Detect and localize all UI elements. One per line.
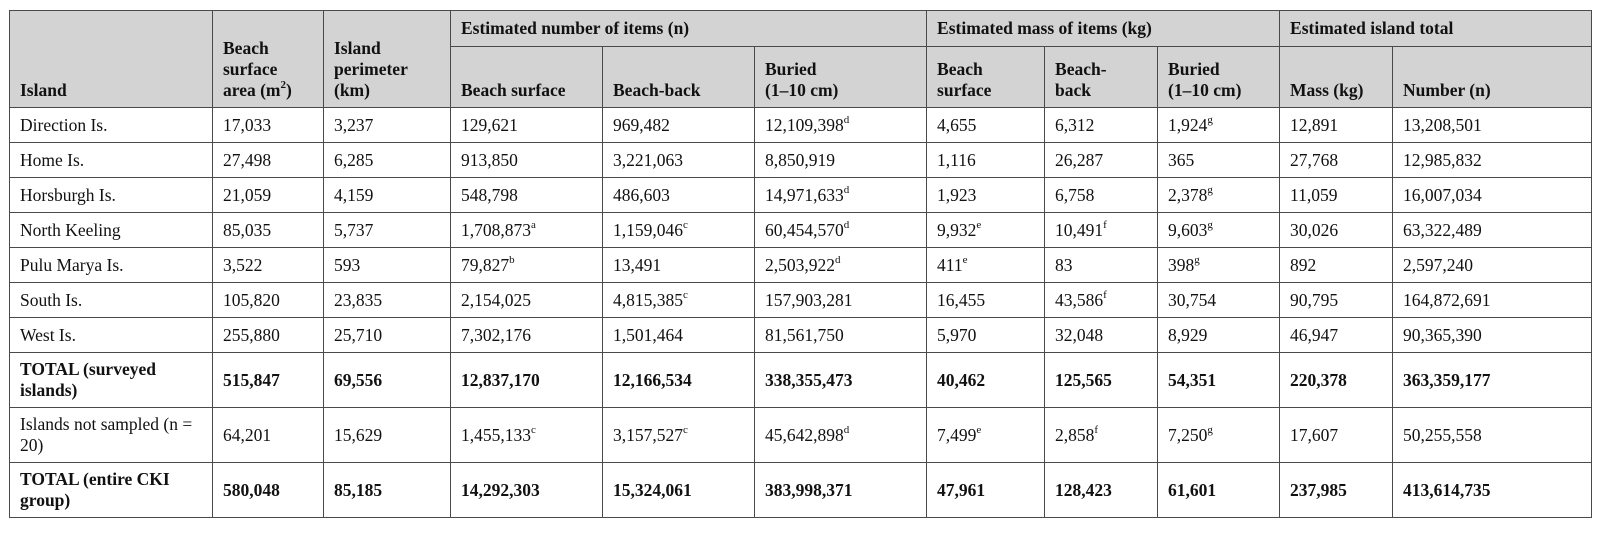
cell-perimeter xyxy=(324,178,451,213)
cell-mass-back xyxy=(1045,283,1158,318)
cell-number-buried-value: 81,561,750 xyxy=(765,324,844,345)
cell-island xyxy=(10,213,213,248)
table-row xyxy=(10,108,1592,143)
footnote-marker: d xyxy=(843,423,850,436)
header-beach-area: Beach surface area $(m^2)$ xyxy=(213,11,324,108)
cell-mass-back-value: 125,565 xyxy=(1055,369,1112,390)
cell-number-surface xyxy=(451,248,603,283)
cell-total-number xyxy=(1393,143,1592,178)
cell-mass-buried xyxy=(1158,108,1280,143)
cell-area-value: 64,201 xyxy=(223,424,272,445)
cell-number-buried xyxy=(755,318,927,353)
cell-mass-surface-value: 7,499 xyxy=(937,424,977,445)
header-perimeter: Island perimeter (km) xyxy=(324,11,451,108)
footnote-marker: d xyxy=(843,113,850,126)
cell-perimeter xyxy=(324,318,451,353)
header-total-mass: Mass (kg) xyxy=(1280,47,1393,108)
header-mass-back: Beach- back xyxy=(1045,47,1158,108)
cell-total-mass-value: 17,607 xyxy=(1290,424,1339,445)
cell-mass-back-value: 43,586 xyxy=(1055,289,1104,310)
header-total-number: Number (n) xyxy=(1393,47,1592,108)
cell-mass-surface xyxy=(927,248,1045,283)
cell-area-value: 3,522 xyxy=(223,254,263,275)
cell-mass-back xyxy=(1045,178,1158,213)
cell-perimeter-value: 5,737 xyxy=(334,219,374,240)
cell-perimeter-value: 3,237 xyxy=(334,114,374,135)
cell-mass-surface-value: 9,932 xyxy=(937,219,977,240)
cell-total-number xyxy=(1393,248,1592,283)
cell-number-surface xyxy=(451,213,603,248)
cell-island-value: Horsburgh Is. xyxy=(20,184,116,205)
cell-mass-surface xyxy=(927,353,1045,408)
cell-number-back-value: 13,491 xyxy=(613,254,662,275)
cell-mass-buried xyxy=(1158,213,1280,248)
cell-total-number-value: 12,985,832 xyxy=(1403,149,1482,170)
cell-total-mass-value: 27,768 xyxy=(1290,149,1339,170)
cell-mass-surface xyxy=(927,178,1045,213)
cell-total-number xyxy=(1393,213,1592,248)
cell-area xyxy=(213,463,324,518)
cell-total-number-value: 2,597,240 xyxy=(1403,254,1474,275)
cell-mass-surface xyxy=(927,213,1045,248)
cell-mass-buried xyxy=(1158,143,1280,178)
cell-island-value: West Is. xyxy=(20,324,76,345)
cell-island-value: Islands not sampled (n = 20) xyxy=(20,414,193,455)
table-row xyxy=(10,283,1592,318)
header-number-surface: Beach surface xyxy=(451,47,603,108)
cell-mass-surface xyxy=(927,283,1045,318)
cell-mass-buried-value: 1,924 xyxy=(1168,114,1208,135)
cell-perimeter xyxy=(324,283,451,318)
cell-mass-back xyxy=(1045,143,1158,178)
cell-area xyxy=(213,318,324,353)
cell-total-number xyxy=(1393,408,1592,463)
cell-number-surface xyxy=(451,463,603,518)
header-mass-buried: Buried (1–10 cm) xyxy=(1158,47,1280,108)
cell-perimeter xyxy=(324,408,451,463)
cell-number-back-value: 1,501,464 xyxy=(613,324,683,345)
cell-number-buried-value: 383,998,371 xyxy=(765,479,853,500)
cell-total-mass xyxy=(1280,283,1393,318)
cell-number-back-value: 486,603 xyxy=(613,184,670,205)
cell-island xyxy=(10,283,213,318)
cell-island-value: North Keeling xyxy=(20,219,121,240)
cell-number-back xyxy=(603,108,755,143)
table-row xyxy=(10,353,1592,408)
cell-perimeter-value: 593 xyxy=(334,254,361,275)
cell-total-mass xyxy=(1280,213,1393,248)
cell-total-mass xyxy=(1280,353,1393,408)
cell-mass-buried-value: 9,603 xyxy=(1168,219,1208,240)
table-container xyxy=(9,10,1591,518)
header-group-number: Estimated number of items (n) xyxy=(451,11,927,47)
cell-number-surface-value: 2,154,025 xyxy=(461,289,531,310)
cell-number-back-value: 15,324,061 xyxy=(613,479,692,500)
cell-total-mass-value: 892 xyxy=(1290,254,1317,275)
cell-number-surface-value: 548,798 xyxy=(461,184,518,205)
cell-mass-back-value: 83 xyxy=(1055,254,1073,275)
cell-mass-buried-value: 30,754 xyxy=(1168,289,1217,310)
cell-mass-surface-value: 16,455 xyxy=(937,289,986,310)
cell-mass-surface-value: 47,961 xyxy=(937,479,986,500)
cell-total-number-value: 90,365,390 xyxy=(1403,324,1482,345)
cell-number-surface xyxy=(451,318,603,353)
table-row xyxy=(10,408,1592,463)
cell-mass-surface xyxy=(927,318,1045,353)
cell-mass-buried-value: 54,351 xyxy=(1168,369,1217,390)
header-mass-surface: Beach surface xyxy=(927,47,1045,108)
cell-mass-back-value: 6,758 xyxy=(1055,184,1095,205)
cell-mass-buried-value: 61,601 xyxy=(1168,479,1217,500)
cell-mass-back-value: 32,048 xyxy=(1055,324,1104,345)
cell-number-buried xyxy=(755,143,927,178)
cell-number-surface xyxy=(451,408,603,463)
cell-area xyxy=(213,108,324,143)
cell-total-number xyxy=(1393,108,1592,143)
table-body xyxy=(10,108,1592,518)
cell-total-mass-value: 237,985 xyxy=(1290,479,1347,500)
cell-total-number xyxy=(1393,463,1592,518)
cell-perimeter-value: 69,556 xyxy=(334,369,383,390)
table-row xyxy=(10,318,1592,353)
footnote-marker: e xyxy=(962,253,968,266)
cell-number-buried-value: 14,971,633 xyxy=(765,184,844,205)
cell-mass-surface-value: 1,923 xyxy=(937,184,977,205)
cell-mass-back-value: 26,287 xyxy=(1055,149,1104,170)
cell-mass-buried-value: 365 xyxy=(1168,149,1195,170)
cell-number-buried xyxy=(755,248,927,283)
cell-number-back-value: 4,815,385 xyxy=(613,289,683,310)
cell-total-mass-value: 11,059 xyxy=(1290,184,1338,205)
footnote-marker: f xyxy=(1094,423,1099,436)
cell-number-back-value: 1,159,046 xyxy=(613,219,683,240)
cell-mass-surface-value: 411 xyxy=(937,254,963,275)
cell-total-number-value: 13,208,501 xyxy=(1403,114,1482,135)
cell-island xyxy=(10,318,213,353)
footnote-marker: g xyxy=(1207,183,1213,196)
cell-number-back-value: 3,221,063 xyxy=(613,149,683,170)
cell-number-buried xyxy=(755,463,927,518)
footnote-marker: f xyxy=(1103,288,1107,301)
cell-number-surface-value: 79,827 xyxy=(461,254,510,275)
cell-area xyxy=(213,353,324,408)
cell-total-number-value: 363,359,177 xyxy=(1403,369,1491,390)
cell-mass-buried xyxy=(1158,248,1280,283)
footnote-marker: a xyxy=(531,218,536,231)
cell-total-mass-value: 12,891 xyxy=(1290,114,1339,135)
cell-number-back xyxy=(603,463,755,518)
cell-mass-buried-value: 2,378 xyxy=(1168,184,1208,205)
footnote-marker: g xyxy=(1207,113,1213,126)
header-island: Island xyxy=(10,11,213,108)
cell-number-buried xyxy=(755,353,927,408)
footnote-marker: d xyxy=(843,183,850,196)
cell-mass-back xyxy=(1045,248,1158,283)
cell-island xyxy=(10,143,213,178)
cell-number-surface-value: 7,302,176 xyxy=(461,324,531,345)
cell-island-value: Direction Is. xyxy=(20,114,108,135)
cell-number-surface-value: 12,837,170 xyxy=(461,369,540,390)
cell-area-value: 27,498 xyxy=(223,149,272,170)
cell-perimeter xyxy=(324,248,451,283)
cell-number-surface xyxy=(451,353,603,408)
header-group-total: Estimated island total xyxy=(1280,11,1592,47)
table-row xyxy=(10,143,1592,178)
cell-number-surface xyxy=(451,178,603,213)
cell-mass-surface-value: 1,116 xyxy=(937,149,976,170)
footnote-marker: c xyxy=(683,218,688,231)
cell-island xyxy=(10,108,213,143)
cell-total-number xyxy=(1393,283,1592,318)
cell-number-buried xyxy=(755,108,927,143)
cell-mass-surface-value: 5,970 xyxy=(937,324,977,345)
footnote-marker: b xyxy=(509,253,515,266)
cell-number-surface-value: 1,708,873 xyxy=(461,219,531,240)
cell-area-value: 21,059 xyxy=(223,184,272,205)
cell-island xyxy=(10,353,213,408)
cell-perimeter xyxy=(324,353,451,408)
cell-number-buried-value: 12,109,398 xyxy=(765,114,844,135)
cell-perimeter xyxy=(324,213,451,248)
cell-island xyxy=(10,408,213,463)
cell-perimeter xyxy=(324,463,451,518)
cell-mass-back-value: 2,858 xyxy=(1055,424,1095,445)
cell-number-back xyxy=(603,318,755,353)
cell-island xyxy=(10,178,213,213)
cell-mass-back xyxy=(1045,353,1158,408)
cell-total-mass-value: 30,026 xyxy=(1290,219,1339,240)
header-number-back: Beach-back xyxy=(603,47,755,108)
cell-total-mass xyxy=(1280,248,1393,283)
cell-total-mass xyxy=(1280,108,1393,143)
cell-mass-surface xyxy=(927,108,1045,143)
cell-number-back xyxy=(603,283,755,318)
cell-island xyxy=(10,463,213,518)
cell-total-number-value: 413,614,735 xyxy=(1403,479,1491,500)
cell-mass-buried xyxy=(1158,283,1280,318)
cell-number-back-value: 3,157,527 xyxy=(613,424,683,445)
cell-island-value: TOTAL (surveyed islands) xyxy=(20,359,156,400)
cell-total-mass xyxy=(1280,143,1393,178)
cell-area xyxy=(213,213,324,248)
table-row xyxy=(10,213,1592,248)
footnote-marker: e xyxy=(976,218,982,231)
cell-mass-back-value: 10,491 xyxy=(1055,219,1104,240)
cell-perimeter xyxy=(324,143,451,178)
header-group-mass: Estimated mass of items (kg) xyxy=(927,11,1280,47)
cell-number-back xyxy=(603,143,755,178)
footnote-marker: d xyxy=(843,218,850,231)
cell-total-number-value: 50,255,558 xyxy=(1403,424,1482,445)
cell-perimeter-value: 25,710 xyxy=(334,324,383,345)
table-row xyxy=(10,463,1592,518)
cell-mass-buried-value: 398 xyxy=(1168,254,1195,275)
cell-island-value: Pulu Marya Is. xyxy=(20,254,124,275)
footnote-marker: g xyxy=(1194,253,1200,266)
table-header xyxy=(10,11,1592,108)
cell-number-surface xyxy=(451,143,603,178)
cell-number-buried xyxy=(755,178,927,213)
table-row xyxy=(10,248,1592,283)
cell-total-mass xyxy=(1280,318,1393,353)
cell-mass-buried xyxy=(1158,408,1280,463)
cell-mass-surface-value: 40,462 xyxy=(937,369,986,390)
cell-perimeter-value: 6,285 xyxy=(334,149,374,170)
cell-number-back xyxy=(603,353,755,408)
marine-debris-table xyxy=(9,10,1592,518)
cell-number-buried xyxy=(755,213,927,248)
cell-total-mass-value: 220,378 xyxy=(1290,369,1347,390)
cell-total-number-value: 16,007,034 xyxy=(1403,184,1482,205)
cell-number-surface-value: 14,292,303 xyxy=(461,479,540,500)
cell-mass-back xyxy=(1045,318,1158,353)
cell-mass-buried xyxy=(1158,353,1280,408)
cell-number-surface xyxy=(451,283,603,318)
cell-area xyxy=(213,283,324,318)
cell-area xyxy=(213,408,324,463)
cell-number-buried-value: 60,454,570 xyxy=(765,219,844,240)
cell-mass-buried xyxy=(1158,178,1280,213)
cell-area-value: 580,048 xyxy=(223,479,280,500)
cell-total-mass xyxy=(1280,408,1393,463)
cell-number-buried-value: 2,503,922 xyxy=(765,254,835,275)
cell-mass-surface xyxy=(927,463,1045,518)
cell-total-mass-value: 90,795 xyxy=(1290,289,1339,310)
footnote-marker: c xyxy=(683,423,688,436)
cell-number-surface xyxy=(451,108,603,143)
cell-total-mass xyxy=(1280,178,1393,213)
cell-number-surface-value: 1,455,133 xyxy=(461,424,531,445)
cell-mass-buried xyxy=(1158,463,1280,518)
header-number-buried: Buried (1–10 cm) xyxy=(755,47,927,108)
cell-number-buried-value: 338,355,473 xyxy=(765,369,853,390)
cell-area-value: 255,880 xyxy=(223,324,280,345)
cell-number-back xyxy=(603,213,755,248)
cell-perimeter-value: 23,835 xyxy=(334,289,383,310)
cell-perimeter xyxy=(324,108,451,143)
cell-island xyxy=(10,248,213,283)
cell-total-mass-value: 46,947 xyxy=(1290,324,1339,345)
cell-perimeter-value: 4,159 xyxy=(334,184,374,205)
cell-mass-back xyxy=(1045,213,1158,248)
footnote-marker: f xyxy=(1103,218,1107,231)
cell-island-value: TOTAL (entire CKI group) xyxy=(20,469,170,510)
cell-island-value: Home Is. xyxy=(20,149,85,170)
cell-island-value: South Is. xyxy=(20,289,83,310)
cell-mass-buried-value: 8,929 xyxy=(1168,324,1208,345)
cell-mass-buried xyxy=(1158,318,1280,353)
cell-total-number xyxy=(1393,178,1592,213)
cell-area-value: 105,820 xyxy=(223,289,280,310)
cell-number-buried-value: 157,903,281 xyxy=(765,289,853,310)
cell-number-buried-value: 45,642,898 xyxy=(765,424,844,445)
footnote-marker: c xyxy=(683,288,688,301)
cell-perimeter-value: 85,185 xyxy=(334,479,383,500)
cell-number-back-value: 969,482 xyxy=(613,114,670,135)
cell-mass-back xyxy=(1045,108,1158,143)
cell-total-number xyxy=(1393,353,1592,408)
cell-total-mass xyxy=(1280,463,1393,518)
table-row xyxy=(10,178,1592,213)
cell-mass-back-value: 6,312 xyxy=(1055,114,1095,135)
cell-area-value: 17,033 xyxy=(223,114,272,135)
cell-mass-back xyxy=(1045,463,1158,518)
cell-mass-surface xyxy=(927,408,1045,463)
cell-mass-surface xyxy=(927,143,1045,178)
cell-area xyxy=(213,248,324,283)
cell-area xyxy=(213,143,324,178)
cell-area-value: 515,847 xyxy=(223,369,280,390)
cell-number-back-value: 12,166,534 xyxy=(613,369,692,390)
cell-number-buried xyxy=(755,283,927,318)
cell-number-back xyxy=(603,408,755,463)
cell-total-number-value: 63,322,489 xyxy=(1403,219,1482,240)
cell-number-buried xyxy=(755,408,927,463)
footnote-marker: d xyxy=(835,253,841,266)
cell-number-back xyxy=(603,248,755,283)
footnote-marker: c xyxy=(531,423,536,436)
cell-number-surface-value: 129,621 xyxy=(461,114,518,135)
cell-number-buried-value: 8,850,919 xyxy=(765,149,835,170)
footnote-marker: g xyxy=(1207,423,1213,436)
cell-mass-back-value: 128,423 xyxy=(1055,479,1112,500)
cell-area xyxy=(213,178,324,213)
cell-total-number-value: 164,872,691 xyxy=(1403,289,1491,310)
footnote-marker: e xyxy=(976,423,982,436)
cell-area-value: 85,035 xyxy=(223,219,272,240)
footnote-marker: g xyxy=(1207,218,1213,231)
cell-mass-back xyxy=(1045,408,1158,463)
cell-number-back xyxy=(603,178,755,213)
cell-number-surface-value: 913,850 xyxy=(461,149,518,170)
cell-total-number xyxy=(1393,318,1592,353)
cell-perimeter-value: 15,629 xyxy=(334,424,383,445)
cell-mass-buried-value: 7,250 xyxy=(1168,424,1208,445)
cell-mass-surface-value: 4,655 xyxy=(937,114,977,135)
